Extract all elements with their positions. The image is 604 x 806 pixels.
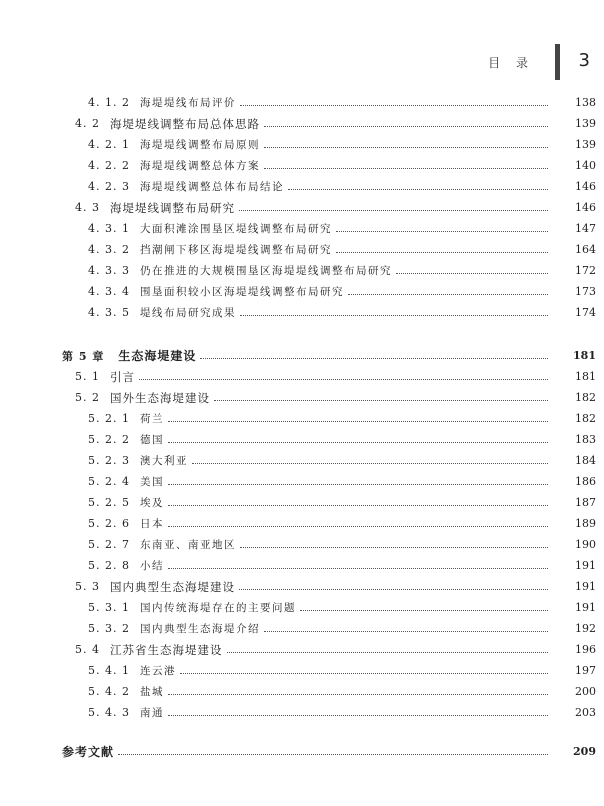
dot-leader	[288, 189, 548, 190]
toc-entry-title: 围垦面积较小区海堤堤线调整布局研究	[139, 286, 344, 298]
toc-chapter-number: 第 5 章	[62, 349, 105, 363]
dot-leader	[227, 652, 549, 653]
toc-entry-title: 挡潮闸下移区海堤堤线调整布局研究	[139, 244, 332, 256]
toc-entry-page: 173	[575, 285, 596, 298]
toc-chapter-page: 181	[573, 349, 596, 362]
toc-entry[interactable]	[0, 197, 604, 218]
toc-entry-title: 日本	[139, 518, 164, 530]
toc-entry-number: 4. 2. 2	[88, 159, 130, 172]
toc-entry[interactable]	[0, 113, 604, 134]
toc-entry-title: 堤线布局研究成果	[139, 307, 236, 319]
toc-entry[interactable]	[0, 513, 604, 534]
toc-entry[interactable]	[0, 450, 604, 471]
table-of-contents	[0, 92, 604, 762]
toc-entry-page: 191	[575, 580, 596, 593]
toc-entry-page: 203	[575, 706, 596, 719]
toc-entry-page: 196	[575, 643, 596, 656]
dot-leader	[239, 589, 548, 590]
toc-entry-page: 164	[575, 243, 596, 256]
toc-entry[interactable]	[0, 239, 604, 260]
toc-entry[interactable]	[0, 387, 604, 408]
toc-entry-title: 仍在推进的大规模围垦区海堤堤线调整布局研究	[139, 265, 392, 277]
toc-entry[interactable]	[0, 492, 604, 513]
toc-entry-page: 146	[575, 180, 596, 193]
dot-leader	[300, 610, 548, 611]
toc-entry[interactable]	[0, 618, 604, 639]
toc-entry-title: 国外生态海堤建设	[110, 390, 210, 405]
toc-entry-title: 海堤堤线调整布局研究	[110, 200, 235, 215]
toc-entry-page: 181	[575, 370, 596, 383]
toc-entry-page: 140	[575, 159, 596, 172]
toc-entry-number: 5. 3. 2	[88, 622, 130, 635]
toc-entry-page: 146	[575, 201, 596, 214]
toc-section-chapter4	[0, 92, 604, 323]
toc-entry-number: 5. 2. 6	[88, 517, 130, 530]
toc-entry[interactable]	[0, 155, 604, 176]
toc-entry-number: 5. 3. 1	[88, 601, 130, 614]
toc-entry-number: 5. 4. 3	[88, 706, 130, 719]
toc-entry[interactable]	[0, 639, 604, 660]
toc-entry-title: 东南亚、南亚地区	[139, 539, 236, 551]
dot-leader	[192, 463, 548, 464]
dot-leader	[214, 400, 548, 401]
toc-entry-page: 191	[575, 601, 596, 614]
toc-entry-page: 192	[575, 622, 596, 635]
dot-leader	[168, 421, 548, 422]
toc-entry-page: 189	[575, 517, 596, 530]
toc-entry-title: 海堤堤线布局评价	[139, 97, 236, 109]
toc-entry-number: 5. 2. 3	[88, 454, 130, 467]
toc-entry-number: 4. 3. 3	[88, 264, 130, 277]
dot-leader	[240, 105, 548, 106]
toc-entry-number: 5. 2	[75, 391, 100, 404]
toc-entry-number: 4. 2. 3	[88, 180, 130, 193]
dot-leader	[168, 694, 548, 695]
toc-entry-number: 4. 3	[75, 201, 100, 214]
dot-leader	[168, 568, 548, 569]
toc-entry-number: 5. 2. 4	[88, 475, 130, 488]
toc-entry-page: 182	[575, 412, 596, 425]
toc-entry[interactable]	[0, 660, 604, 681]
toc-entry-number: 4. 3. 5	[88, 306, 130, 319]
toc-entry-number: 5. 2. 5	[88, 496, 130, 509]
toc-entry-title: 盐城	[139, 686, 164, 698]
dot-leader	[180, 673, 548, 674]
dot-leader	[396, 273, 548, 274]
header-page-number: 3	[578, 50, 590, 71]
toc-entry-title: 澳大利亚	[139, 455, 188, 467]
toc-entry-number: 5. 4. 1	[88, 664, 130, 677]
toc-entry[interactable]	[0, 134, 604, 155]
toc-entry[interactable]	[0, 260, 604, 281]
toc-entry-page: 139	[575, 117, 596, 130]
toc-entry-title: 德国	[139, 434, 164, 446]
dot-leader	[348, 294, 548, 295]
toc-entry-number: 4. 2. 1	[88, 138, 130, 151]
toc-entry-page: 182	[575, 391, 596, 404]
toc-entry-title: 荷兰	[139, 413, 164, 425]
toc-entry-page: 191	[575, 559, 596, 572]
toc-entry-page: 147	[575, 222, 596, 235]
toc-entry-page: 184	[575, 454, 596, 467]
toc-entry[interactable]	[0, 176, 604, 197]
dot-leader	[168, 715, 548, 716]
dot-leader	[264, 631, 548, 632]
dot-leader	[168, 442, 548, 443]
toc-entry-title: 连云港	[139, 665, 176, 677]
toc-entry-number: 4. 3. 4	[88, 285, 130, 298]
toc-entry-page: 138	[575, 96, 596, 109]
toc-entry-title: 国内典型生态海堤建设	[110, 579, 235, 594]
toc-entry[interactable]	[0, 555, 604, 576]
dot-leader	[336, 252, 548, 253]
dot-leader	[336, 231, 548, 232]
toc-entry-title: 大面积滩涂围垦区堤线调整布局研究	[139, 223, 332, 235]
dot-leader	[240, 315, 548, 316]
toc-entry[interactable]	[0, 302, 604, 323]
toc-entry[interactable]	[0, 534, 604, 555]
toc-entry-page: 200	[575, 685, 596, 698]
toc-entry[interactable]	[0, 702, 604, 723]
toc-entry-page: 174	[575, 306, 596, 319]
dot-leader	[168, 484, 548, 485]
toc-entry-number: 4. 2	[75, 117, 100, 130]
toc-entry-title: 海堤堤线调整布局总体思路	[110, 116, 260, 131]
toc-entry[interactable]	[0, 92, 604, 113]
toc-entry[interactable]	[0, 366, 604, 387]
toc-entry[interactable]	[0, 471, 604, 492]
page-header	[0, 44, 604, 80]
toc-entry-title: 南通	[139, 707, 164, 719]
dot-leader	[168, 526, 548, 527]
toc-references-page: 209	[573, 745, 596, 758]
toc-entry-number: 5. 4. 2	[88, 685, 130, 698]
header-section-label: 目 录	[488, 56, 534, 70]
toc-entry-title: 国内传统海堤存在的主要问题	[139, 602, 296, 614]
toc-entry-title: 国内典型生态海堤介绍	[139, 623, 260, 635]
dot-leader	[118, 754, 548, 755]
toc-entry-number: 5. 3	[75, 580, 100, 593]
toc-entry-number: 5. 4	[75, 643, 100, 656]
toc-entry-number: 5. 2. 8	[88, 559, 130, 572]
toc-references-title: 参考文献	[62, 745, 115, 759]
dot-leader	[139, 379, 548, 380]
toc-entry-title: 海堤堤线调整总体布局结论	[139, 181, 284, 193]
toc-entry-number: 5. 2. 2	[88, 433, 130, 446]
dot-leader	[200, 358, 548, 359]
toc-entry-title: 海堤堤线调整布局原则	[139, 139, 260, 151]
toc-entry-title: 引言	[110, 369, 135, 384]
toc-entry-page: 190	[575, 538, 596, 551]
toc-entry-title: 小结	[139, 560, 164, 572]
toc-section-chapter5	[0, 366, 604, 723]
toc-entry-page: 197	[575, 664, 596, 677]
toc-entry[interactable]	[0, 218, 604, 239]
toc-entry-number: 5. 2. 7	[88, 538, 130, 551]
toc-entry[interactable]	[0, 576, 604, 597]
toc-entry-number: 4. 1. 2	[88, 96, 130, 109]
toc-entry-number: 4. 3. 1	[88, 222, 130, 235]
toc-chapter-5[interactable]	[0, 345, 604, 366]
toc-entry[interactable]	[0, 597, 604, 618]
toc-entry-page: 186	[575, 475, 596, 488]
toc-entry-title: 美国	[139, 476, 164, 488]
toc-entry-page: 183	[575, 433, 596, 446]
toc-references[interactable]	[0, 741, 604, 762]
dot-leader	[240, 547, 548, 548]
toc-entry[interactable]	[0, 429, 604, 450]
toc-entry[interactable]	[0, 681, 604, 702]
dot-leader	[264, 168, 548, 169]
toc-entry-page: 187	[575, 496, 596, 509]
toc-chapter-title: 生态海堤建设	[118, 349, 197, 363]
dot-leader	[264, 147, 548, 148]
dot-leader	[264, 126, 548, 127]
header-bar	[555, 44, 560, 80]
dot-leader	[168, 505, 548, 506]
toc-entry-number: 5. 2. 1	[88, 412, 130, 425]
toc-entry-number: 4. 3. 2	[88, 243, 130, 256]
toc-entry-title: 埃及	[139, 497, 164, 509]
toc-entry-title: 江苏省生态海堤建设	[110, 642, 223, 657]
toc-entry-title: 海堤堤线调整总体方案	[139, 160, 260, 172]
toc-entry[interactable]	[0, 408, 604, 429]
dot-leader	[239, 210, 548, 211]
toc-entry-page: 172	[575, 264, 596, 277]
toc-entry-number: 5. 1	[75, 370, 100, 383]
toc-entry-page: 139	[575, 138, 596, 151]
toc-entry[interactable]	[0, 281, 604, 302]
